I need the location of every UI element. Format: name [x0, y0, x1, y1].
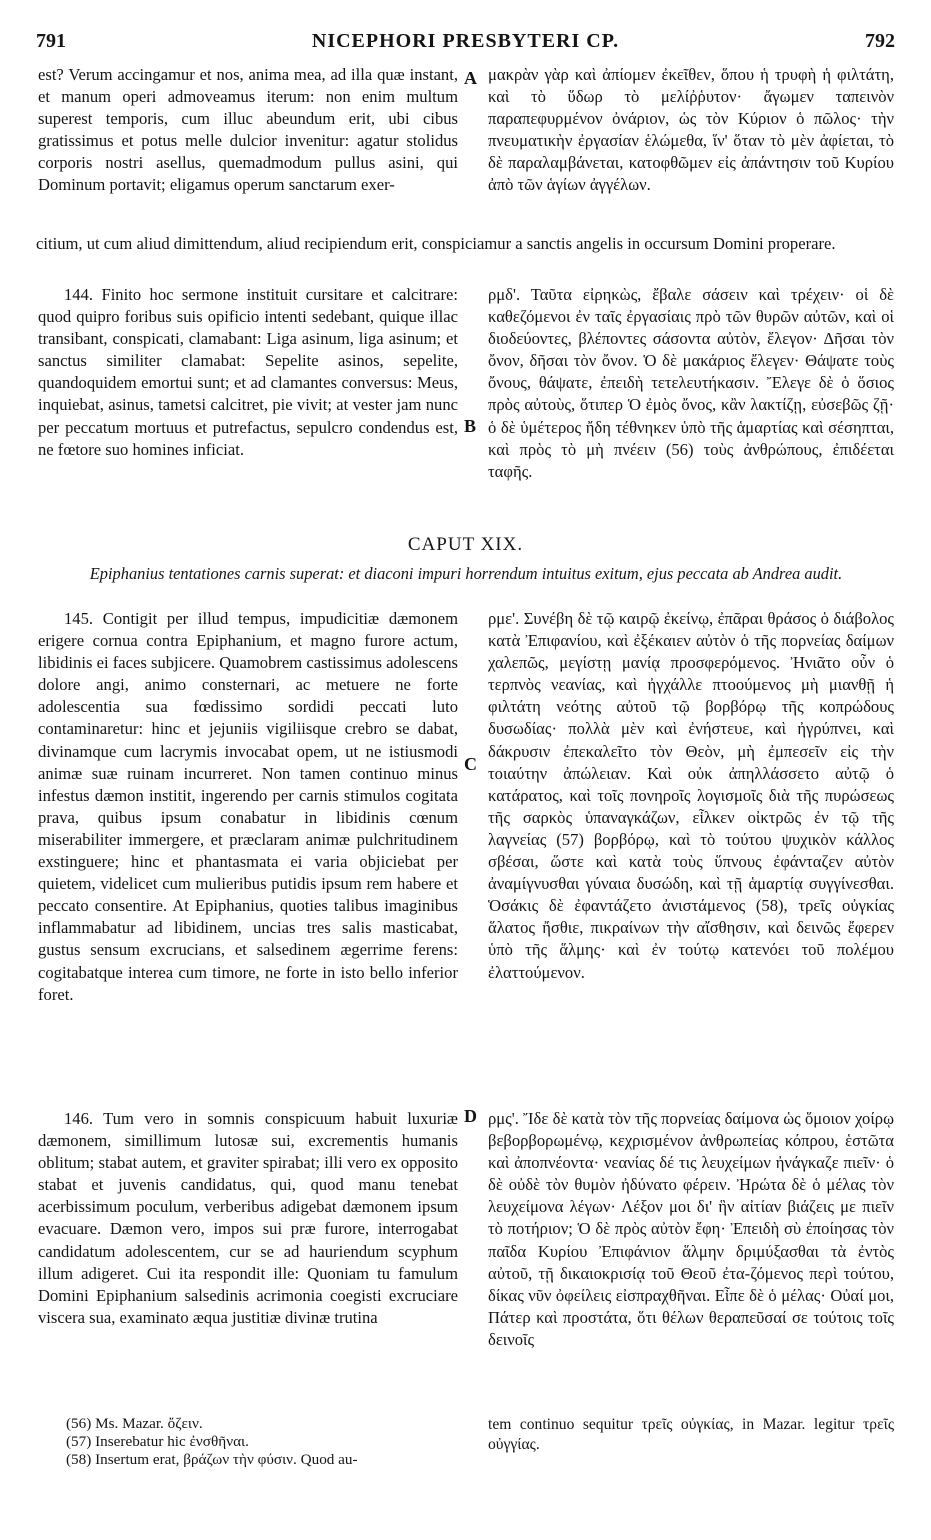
- greek-paragraph-144: ρμδ'. Ταῦτα εἰρηκὼς, ἔβαλε σάσειν καὶ τρέχειν· οἱ δὲ καθεζόμενοι ἐν ταῖς ἐργασίαις πρὸ τῶν θυρῶν αὐτῶν, καὶ οἱ διοδεύοντες, βλέποντες σάσοντα αὐτὸν, ἔλεγον· Δῆσαι τὸν ὄνον, δῆσαι τὸν ὄνον. Ὁ δὲ μακάριος ἔλεγεν· Θάψατε τοὺς ὄνους, θάψατε, ἐπειδὴ τετελευτήκασιν. Ἔλεγε δὲ ὁ ὅσιος πρὸς αὐτοὺς, ὅτιπερ Ὁ ἐμὸς ὄνος, κἂν λακτίζῃ, εὐσεβῶς ζῇ· ὁ δὲ ὑμέτερος ἤδη τέθνηκεν ὑπὸ τῆς ἁμαρτίας καὶ σέσηπται, καὶ πρὸς τὸ μὴ πνέειν (56) τοὺς ἀνθρώπους, ἐπιδέεται ταφῆς.: [488, 285, 894, 481]
- latin-column-top: [38, 64, 458, 197]
- running-header: [36, 30, 895, 60]
- greek-section-144: [488, 284, 894, 483]
- footnote-continuation: tem continuo sequitur τρεῖς οὐγκίας, in Mazar. legitur τρεῖς οὐγγίας.: [488, 1416, 894, 1453]
- latin-paragraph-144: 144. Finito hoc sermone instituit cursitare et calcitrare: quod quipro foribus suis opificio intenti sedebant, quique illac transibant, conspicati, clamabant: Liga asinum, liga asinum; et sanctus similiter clamabat: Sepelite asinos, sepelite, quandoquidem emortui sunt; et ad clamantes conversus: Meus, inquiebat, asinus, tametsi calcitret, pie vivit; at vester jam nunc per peccatum mortuus et putrefactus, sepulcro condendus est, ne fœtore suo homines inficiat.: [38, 285, 458, 459]
- margin-marker-d: D: [464, 1106, 477, 1126]
- margin-marker-b: B: [464, 416, 477, 436]
- greek-paragraph-intro: μακρὰν γὰρ καὶ ἀπίομεν ἐκεῖθεν, ὅπου ἡ τρυφὴ ἡ φιλτάτη, καὶ τὸ ὕδωρ τὸ μελίῤῥυτον· ἄγωμεν ταπεινὸν παραπεφυρμένον ὀνάριον, ὡς τὸν Κύριον ὁ πῶλος· τὴν πνευματικὴν ἐργασίαν ἑλώμεθα, ἵν' ὅταν τὸ μὲν ἀφίεται, τὸ δὲ παραλαμβάνεται, κατοφθῶμεν εἰς ἀπάντησιν τοῦ Κυρίου ἀπὸ τῶν ἁγίων ἀγγέλων.: [488, 65, 894, 195]
- latin-paragraph-146: 146. Tum vero in somnis conspicuum habuit luxuriæ dæmonem, simillimum lutosæ sui, excrementis humanis oblitum; stabat autem, et graviter spirabat; illi vero ex opposito stabat et juvenis candidatus, qui, quod manu tenebat acerbissimum poculum, verberibus adigebat dæmonem ipsum evacuare. Dæmon vero, impos sui præ furore, interrogabat candidatum adolescentem, cur se ad hauriendum scyphum illum adigeret. Cui ita respondit ille: Quoniam tu famulum Domini Epiphanium salsedinis acrimonia coegisti excruciare viscera sua, examinato æqua justitiæ divinæ trutina: [38, 1109, 458, 1327]
- margin-marker-a: A: [464, 68, 477, 88]
- footnotes: [66, 1415, 466, 1469]
- latin-paragraph-145: 145. Contigit per illud tempus, impudicitiæ dæmonem erigere cornua contra Epiphanium, et magno furore actum, libidinis ei faces subjicere. Quamobrem castissimus adolescens dolore angi, animo consternari, ac metuere ne forte adolescentia sua fœdissimo sordidi peccati luto contaminaretur: hinc et jejuniis vigiliisque crebro se dabat, divinamque cum lacrymis invocabat opem, ut ne istiusmodi animæ suæ ruinam incurreret. Non tamen continuo minus infestus dæmon institit, ingerendo per carnis stimulos cogitata prava, quibus ipsum conabatur in libidinis cœnum miserabiliter immergere, et præclaram animæ pulchritudinem exstinguere; hinc et phantasmata ei varia objiciebat per quietem, videlicet cum mulieribus putidis ipsum rem habere et peccato consentire. At Epiphanius, quoties talibus imaginibus inflammabatur ad libidinem, uncias tres salis masticabat, gustus sensum excrucians, et salsedinem ægerrime ferens: cogitabatque interea cum timore, ne forte in isto bello inferior foret.: [38, 609, 458, 1004]
- page-number-left: 791: [36, 30, 66, 52]
- margin-marker-c: C: [464, 754, 477, 774]
- greek-section-145: [488, 608, 894, 984]
- greek-column-top: [488, 64, 894, 197]
- latin-section-144: [38, 284, 458, 461]
- running-title: NICEPHORI PRESBYTERI CP.: [311, 30, 620, 52]
- footnote-58: (58) Insertum erat, βράζων τὴν φύσιν. Quod au-: [66, 1451, 358, 1468]
- full-width-continuation: [36, 233, 894, 255]
- greek-paragraph-146: ρμς'. Ἴδε δὲ κατὰ τὸν τῆς πορνείας δαίμονα ὡς ὅμοιον χοίρῳ βεβορβορωμένῳ, κεχρισμένον ἀνθρωπείας κόπρου, ἑστῶτα καὶ ἀποπνέοντα· νεανίας δέ τις λευχείμων ἠνάγκαζε πιεῖν· ὁ δὲ οὐδὲ τὸν θυμὸν ἠδύνατο φέρειν. Ἠρώτα δὲ ὁ μέλας τὸν λευχείμονα λέγων· Λέξον μοι δι' ἣν αἰτίαν βιάζεις με πιεῖν τὸ ποτήριον; Ὁ δὲ πρὸς αὐτὸν ἔφη· Ἐπειδὴ σὺ ἐποίησας τὸν παῖδα Κυρίου Ἐπιφάνιον ἅλμην δριμύξασθαι τὰ ἐντὸς αὐτοῦ, τῇ δικαιοκρισίᾳ τοῦ Θεοῦ ἐτα-ζόμενος περὶ τούτου, δίκας νῦν ὀφείλεις εἰσπραχθῆναι. Εἶπε δὲ ὁ μέλας· Οὐαί μοι, Πάτερ καὶ προστάτα, ὅτι θέλων θεραπεῦσαί σε τούτοις τοῖς δεινοῖς: [488, 1109, 894, 1349]
- footnote-57: (57) Inserebatur hic ἐνσθῆναι.: [66, 1433, 249, 1450]
- latin-section-145: [38, 608, 458, 1006]
- page-number-right: 792: [865, 30, 895, 52]
- footnote-56: (56) Ms. Mazar. ὄζειν.: [66, 1415, 203, 1432]
- latin-continuation: citium, ut cum aliud dimittendum, aliud recipiendum erit, conspiciamur a sanctis angelis in occursum Domini properare.: [36, 234, 836, 253]
- latin-paragraph-intro: est? Verum accingamur et nos, anima mea, ad illa quæ instant, et manum operi admoveamus iterum: non enim multum superest temporis, cum illuc abeundum erit, ubi cibus gratissimus et potus melle dulcior invenitur: agatur stolidus corporis nostri asellus, quemadmodum pullus asini, qui Dominum portavit; eligamus operum sanctarum exer-: [38, 65, 458, 195]
- chapter-summary: Epiphanius tentationes carnis superat: et diaconi impuri horrendum intuitus exitum, ejus peccata ab Andrea audit.: [89, 564, 843, 583]
- chapter-title: CAPUT XIX.: [407, 534, 524, 555]
- greek-paragraph-145: ρμε'. Συνέβη δὲ τῷ καιρῷ ἐκείνῳ, ἐπᾶραι θράσος ὁ διάβολος κατὰ Ἐπιφανίου, καὶ ἐξέκαιεν αὐτὸν ὁ τῆς πορνείας δαίμων χαλεπῶς, μεγίστῃ μανίᾳ προσφερόμενος. Ἠνιᾶτο οὖν ὁ τερπνὸς νεανίας, καὶ ἠγχάλλε πτοούμενος μὴ μιανθῇ ἡ φιλτάτη νεότης αὐτοῦ τῷ βορβόρῳ τῆς κοπρώδους δυσωδίας· πολλὰ μὲν καὶ ἐνήστευε, καὶ ἠγρύπνει, καὶ δάκρυσιν ἐπεκαλεῖτο τὸν Θεὸν, μὴ ἐμπεσεῖν εἰς τὴν τοιαύτην ἀπώλειαν. Καὶ οὐκ ἀπηλλάσσετο αὐτῷ ὁ κατάρατος, καὶ τοῖς πονηροῖς λογισμοῖς διὰ τῆς πυρώσεως τῆς σαρκὸς ὑπαναγκάζων, εἷλκεν οἰκτρῶς ἐν τῷ τῆς λαγνείας (57) βορβόρῳ, καὶ τὸ τούτου ψυχικὸν κάλλος σβέσαι, ὥστε καὶ κατὰ τοὺς ὕπνους ἐφάνταζεν αὐτὸν ἀναμίγνυσθαι γύναια δυσώδη, καὶ τῇ ἁμαρτίᾳ συγγίνεσθαι. Ὁσάκις δὲ ἐφαντάζετο ἀνιστάμενος (58), τρεῖς οὐγκίας ἅλατος ἤσθιε, πικραίνων τὴν αἴσθησιν, καὶ δεινῶς ἔφερεν ὑπὸ τῆς ἅλμης· καὶ ἐν τούτῳ κατενόει τοῦ πολέμου ἐλαττούμενον.: [488, 609, 894, 982]
- latin-section-146: [38, 1108, 458, 1329]
- greek-section-146: [488, 1108, 894, 1351]
